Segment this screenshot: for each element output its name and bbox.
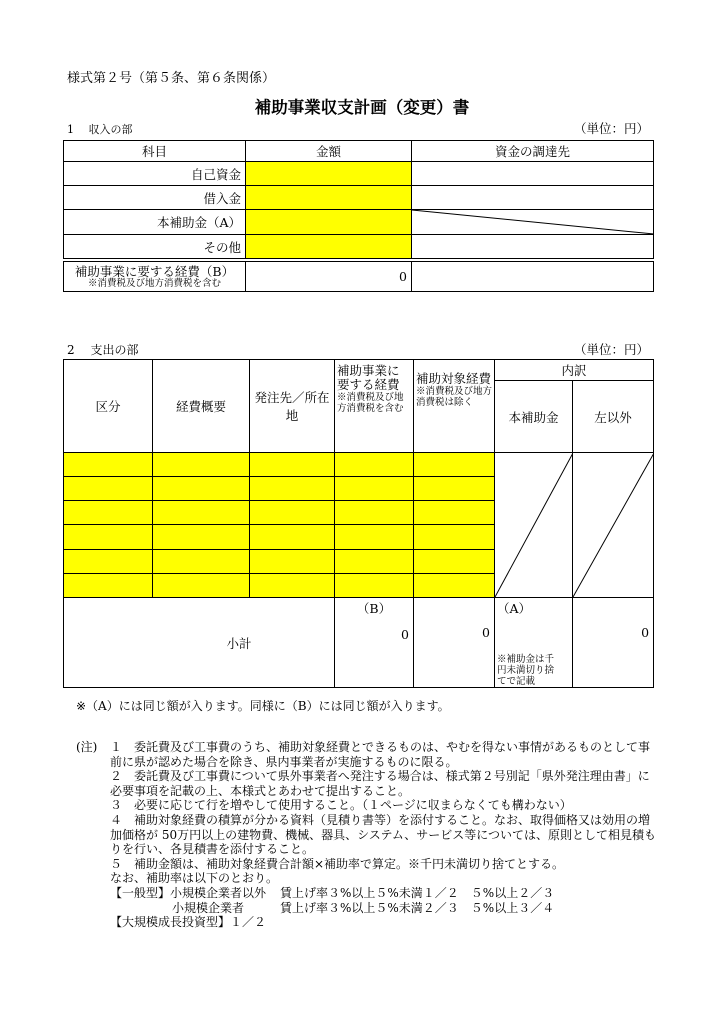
subtotal-b-value: 0 (401, 627, 409, 642)
expense-section-label: 2 支出の部 (67, 343, 139, 357)
expense-row-cell[interactable] (414, 525, 495, 549)
subtotal-label: 小計 (64, 598, 335, 688)
income-source-cell[interactable] (412, 186, 654, 210)
page-title: 補助事業収支計画（変更）書 (254, 98, 470, 117)
ab-note: ※（A）には同じ額が入ります。同様に（B）には同じ額が入ります。 (76, 699, 450, 713)
expense-row-cell[interactable] (153, 573, 250, 597)
rate-row-3: 【大規模成長投資型】１／２ (110, 915, 267, 930)
diagonal-line (495, 453, 573, 597)
subtotal-subsidy-note: ※補助金は千円未満切り捨てで記載 (497, 654, 555, 687)
notes-block (110, 740, 658, 930)
income-header-source: 資金の調達先 (412, 141, 654, 162)
income-amount-cell[interactable] (246, 210, 412, 235)
income-amount-cell[interactable] (246, 162, 412, 186)
expense-row-cell[interactable] (250, 501, 335, 525)
expense-row-cell[interactable] (250, 477, 335, 501)
subtotal-b-mark: （B） (356, 601, 392, 616)
subtotal-required-cost (335, 598, 414, 688)
expense-row-cell[interactable] (250, 573, 335, 597)
required-cost-note: ※消費税及び地方消費税を含む (337, 392, 404, 414)
income-source-cell[interactable] (412, 235, 654, 259)
expense-row-cell[interactable] (153, 477, 250, 501)
note-1: １ 委託費及び工事費のうち、補助対象経費とできるものは、やむを得ない事情があるものとして事前に県が認めた場合を除き、県内事業者が実施するものに限る。 (110, 740, 651, 769)
expense-row-cell[interactable] (250, 549, 335, 573)
eligible-cost-text: 補助対象経費 (416, 371, 492, 386)
diagonal-line (573, 453, 654, 597)
expense-row-cell[interactable] (335, 501, 414, 525)
income-row-label: 自己資金 (64, 162, 246, 186)
income-total-label (64, 262, 246, 292)
note-2: ２ 委託費及び工事費について県外事業者へ発注する場合は、様式第２号別記「県外発注理由書」に必要事項を記載の上、本様式とあわせて提出すること。 (110, 769, 650, 798)
expense-row-cell[interactable] (64, 573, 153, 597)
expense-header-subsidy: 本補助金 (495, 381, 573, 453)
other-crossed-cell (573, 453, 654, 598)
rate-row-2-label: 小規模企業者 (172, 900, 245, 915)
expense-row-cell[interactable] (153, 501, 250, 525)
income-row-label: その他 (64, 235, 246, 259)
expense-unit: （単位：円） (574, 342, 650, 357)
rate-row-2-text: 賃上げ率３%以上５%未満２／３ ５%以上３／４ (280, 900, 555, 915)
income-header-category: 科目 (64, 141, 246, 162)
income-amount-cell[interactable] (246, 186, 412, 210)
subtotal-subsidy (495, 598, 573, 688)
expense-header-required-cost (335, 360, 414, 453)
rate-row-2 (110, 901, 658, 916)
eligible-cost-note: ※消費税及び地方消費税は除く (416, 386, 493, 408)
income-total-value: 0 (246, 262, 412, 292)
form-number: 様式第２号（第５条、第６条関係） (67, 71, 276, 86)
income-unit: （単位：円） (574, 121, 650, 136)
income-table (63, 140, 654, 292)
expense-row-cell[interactable] (153, 453, 250, 477)
notes-prefix: (注) (76, 740, 98, 754)
expense-row-cell[interactable] (250, 453, 335, 477)
expense-row-cell[interactable] (64, 477, 153, 501)
income-source-cell[interactable] (412, 162, 654, 186)
subtotal-eligible-value: 0 (482, 625, 490, 640)
expense-header-other: 左以外 (573, 381, 654, 453)
expense-row-cell[interactable] (153, 525, 250, 549)
subtotal-other (573, 598, 654, 688)
rate-row-1-text: 賃上げ率３%以上５%未満１／２ ５%以上２／３ (280, 885, 555, 900)
expense-row-cell[interactable] (335, 573, 414, 597)
income-total-note: ※消費税及び地方消費税を含む (87, 277, 221, 289)
subtotal-a-mark: （A） (497, 601, 532, 616)
expense-row-cell[interactable] (64, 453, 153, 477)
expense-row-cell[interactable] (414, 501, 495, 525)
expense-row-cell[interactable] (414, 453, 495, 477)
expense-row-cell[interactable] (64, 525, 153, 549)
expense-row-cell[interactable] (335, 477, 414, 501)
expense-header-vendor: 発注先／所在地 (250, 360, 335, 453)
subtotal-eligible-cost (414, 598, 495, 688)
expense-row-cell[interactable] (335, 549, 414, 573)
rate-row-1 (110, 886, 658, 901)
expense-row-cell[interactable] (250, 525, 335, 549)
expense-row-cell[interactable] (64, 549, 153, 573)
diagonal-line (412, 210, 654, 234)
income-row-label: 本補助金（A） (64, 210, 246, 235)
income-header-amount: 金額 (246, 141, 412, 162)
income-section-label: 1 収入の部 (67, 123, 133, 136)
income-amount-cell[interactable] (246, 235, 412, 259)
expense-row-cell[interactable] (414, 549, 495, 573)
expense-row-cell[interactable] (414, 573, 495, 597)
rate-row-1-label: 【一般型】小規模企業者以外 (110, 885, 267, 900)
expense-header-category: 区分 (64, 360, 153, 453)
expense-row-cell[interactable] (335, 525, 414, 549)
expense-row-cell[interactable] (335, 453, 414, 477)
subtotal-other-value: 0 (641, 625, 650, 640)
income-total-source (412, 262, 654, 292)
income-total-text: 補助事業に要する経費（B） (74, 263, 235, 279)
expense-row-cell[interactable] (64, 501, 153, 525)
note-3: ３ 必要に応じて行を増やして使用すること。（１ページに収まらなくても構わない） (110, 798, 572, 813)
subsidy-crossed-cell (495, 453, 573, 598)
expense-header-eligible-cost (414, 360, 495, 453)
expense-row-cell[interactable] (414, 477, 495, 501)
expense-header-summary: 経費概要 (153, 360, 250, 453)
note-5: ５ 補助金額は、補助対象経費合計額×補助率で算定。※千円未満切り捨てとする。 (110, 856, 565, 871)
required-cost-text: 補助事業に要する経費 (337, 363, 400, 392)
income-row-label: 借入金 (64, 186, 246, 210)
income-source-cell-crossed (412, 210, 654, 235)
expense-table (63, 359, 654, 688)
note-4: ４ 補助対象経費の積算が分かる資料（見積り書等）を添付すること。なお、取得価格又は効用の増加価格が 50万円以上の建物費、機械、器具、システム、サービス等については、原則として相見積もりを行い、各見積書を添付すること。 (110, 812, 657, 857)
note-5b: なお、補助率は以下のとおり。 (110, 871, 279, 886)
expense-row-cell[interactable] (153, 549, 250, 573)
expense-header-breakdown: 内訳 (495, 360, 654, 381)
